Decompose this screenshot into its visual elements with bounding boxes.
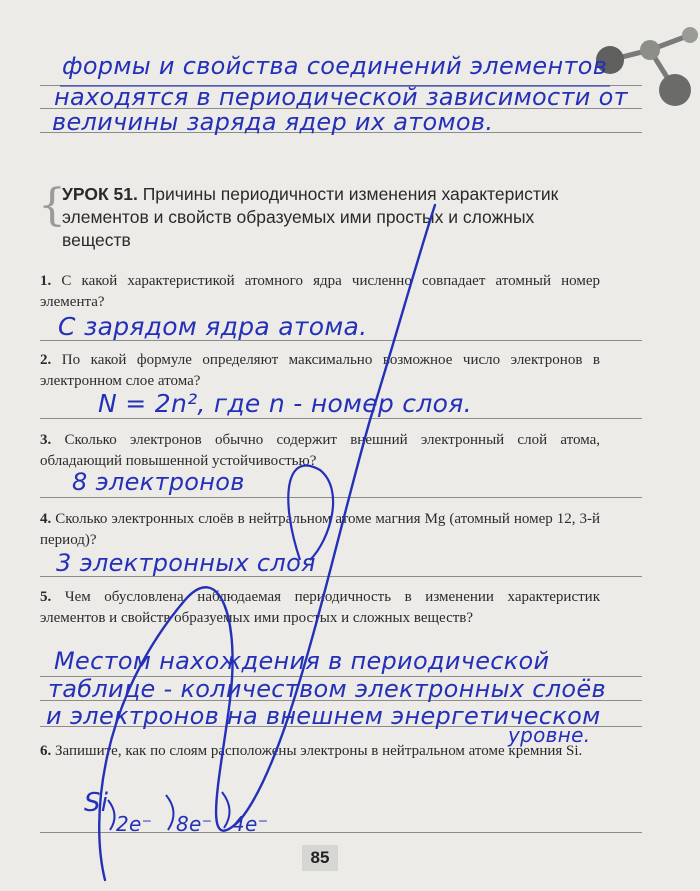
question-4: 4. Сколько электронных слоёв в нейтральном атоме магния Mg (атомный номер 12, 3-й период)?	[40, 511, 600, 548]
shell-bracket-1	[108, 800, 115, 830]
answer-line-3: величины заряда ядер их атомов.	[52, 108, 494, 136]
shell-bracket-3	[222, 792, 230, 828]
answer-line-2: находятся в периодической зависимости от	[54, 83, 628, 111]
answer-6-layer-1: 2e⁻	[116, 812, 153, 836]
answer-6-layer-3: 4e⁻	[232, 812, 269, 836]
answer-6-element: Si	[84, 788, 109, 818]
answer-5-line-3: и электронов на внешнем энергетическом	[46, 702, 601, 730]
check-mark-stroke	[99, 205, 435, 880]
page-number: 85	[302, 845, 338, 871]
answer-3: 8 электронов	[72, 468, 245, 496]
shell-bracket-2	[166, 795, 174, 830]
answer-2: N = 2n², где n - номер слоя.	[98, 389, 472, 418]
answer-5-line-2: таблице - количеством электронных слоёв	[48, 675, 606, 703]
answer-line-1: формы и свойства соединений элементов	[62, 52, 608, 80]
question-5: 5. Чем обусловлена наблюдаемая периодичность в изменении характеристик элементов и свойств образуемых ими простых и сложных веществ?	[40, 589, 600, 626]
brace-decoration: {	[38, 180, 66, 231]
lesson-number: УРОК 51.	[62, 184, 138, 204]
question-2: 2. По какой формуле определяют максимально возможное число электронов в электронном слое атома?	[40, 352, 600, 389]
answer-5-line-4: уровне.	[508, 723, 591, 747]
loop-stroke	[288, 466, 333, 560]
answer-4: 3 электронных слоя	[56, 549, 316, 577]
question-3: 3. Сколько электронов обычно содержит внешний электронный слой атома, обладающий повышенной устойчивостью?	[40, 432, 601, 469]
answer-1: С зарядом ядра атома.	[58, 312, 368, 341]
question-6: 6. Запишите, как по слоям расположены электроны в нейтральном атоме кремния Si.	[40, 743, 583, 759]
answer-5-line-1: Местом нахождения в периодической	[54, 647, 550, 675]
answer-6-layer-2: 8e⁻	[176, 812, 213, 836]
lesson-title: Причины периодичности изменения характеристик элементов и свойств образуемых ими простых и сложных веществ	[62, 184, 559, 250]
question-1: 1. С какой характеристикой атомного ядра численно совпадает атомный номер элемента?	[40, 273, 601, 310]
